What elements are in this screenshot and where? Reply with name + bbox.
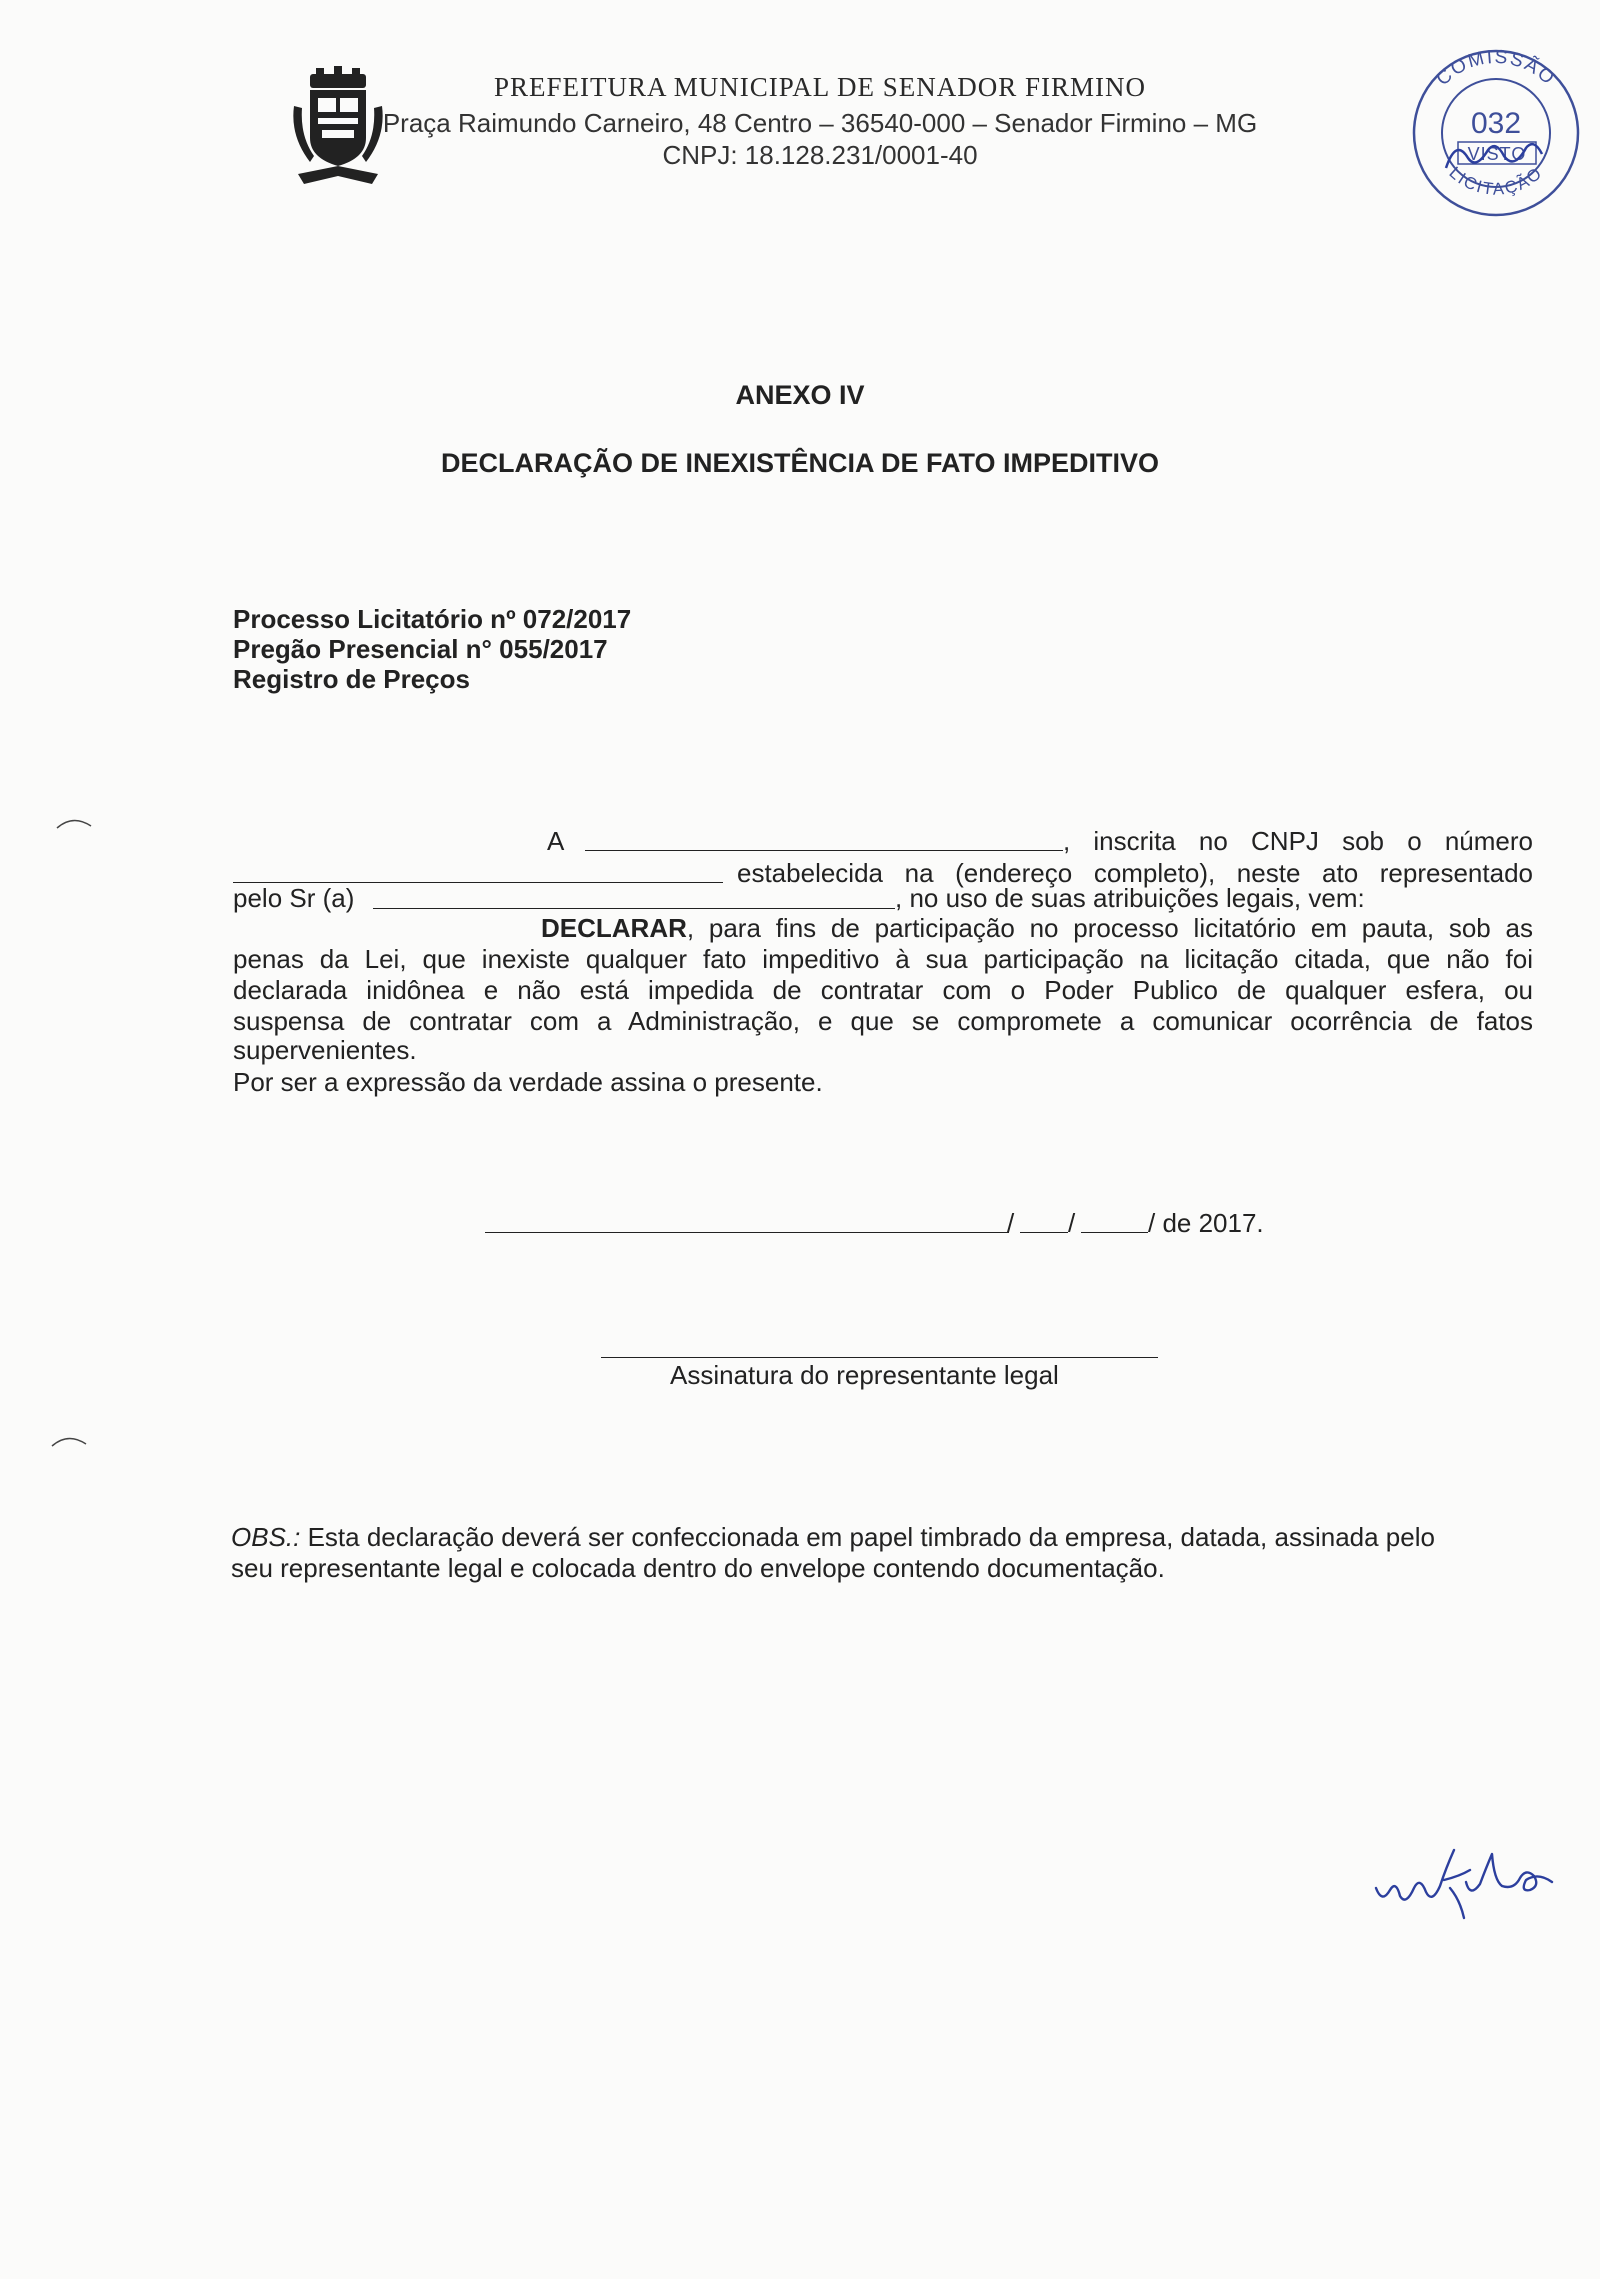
svg-text:COMISSÃO bbox=[1433, 47, 1560, 90]
stamp-seal-icon bbox=[1396, 38, 1596, 228]
annex-heading: ANEXO IV bbox=[735, 380, 865, 410]
margin-mark-icon bbox=[50, 1430, 90, 1450]
representative-blank bbox=[373, 908, 895, 909]
declaration-line-4: suspensa de contratar com a Administração, e que se compromete a comunicar ocorrência de fatos bbox=[233, 1006, 1533, 1036]
handwritten-initials-icon bbox=[1370, 1840, 1560, 1930]
municipality-address: Praça Raimundo Carneiro, 48 Centro – 36540-000 – Senador Firmino – MG bbox=[382, 108, 1258, 138]
inscrita-text: , inscrita no CNPJ sob o número bbox=[1063, 826, 1533, 856]
declaration-line-2: penas da Lei, que inexiste qualquer fato impeditivo à sua participação na licitação citada, que não foi bbox=[233, 944, 1533, 974]
obs-text-2: seu representante legal e colocada dentro do envelope contendo documentação. bbox=[231, 1553, 1165, 1583]
declaration-line-1: DECLARAR, para fins de participação no processo licitatório em pauta, sob as bbox=[541, 913, 1533, 943]
declaration-line-3: declarada inidônea e não está impedida de contratar com o Poder Publico de qualquer esfera, ou bbox=[233, 975, 1533, 1005]
margin-mark-icon bbox=[55, 812, 95, 832]
signature-label: Assinatura do representante legal bbox=[670, 1360, 1059, 1390]
date-sep-1: / bbox=[1007, 1208, 1015, 1238]
date-sep-2: / bbox=[1068, 1208, 1076, 1238]
municipality-cnpj: CNPJ: 18.128.231/0001-40 bbox=[662, 140, 978, 170]
stamp-text-top: COMISSÃO bbox=[1432, 46, 1560, 91]
municipality-name: PREFEITURA MUNICIPAL DE SENADOR FIRMINO bbox=[493, 72, 1147, 102]
declarar-keyword: DECLARAR bbox=[541, 913, 687, 943]
declaration-paragraph bbox=[233, 913, 1533, 1098]
document-title: DECLARAÇÃO DE INEXISTÊNCIA DE FATO IMPEDITIVO bbox=[440, 448, 1160, 478]
estabelecida-text: estabelecida na (endereço completo), neste ato representado bbox=[737, 858, 1533, 888]
company-name-blank bbox=[585, 850, 1063, 851]
pelo-label: pelo Sr (a) bbox=[233, 883, 355, 913]
place-blank bbox=[485, 1232, 1009, 1233]
stamp-visto: VISTO bbox=[1467, 144, 1527, 164]
auction-number: Pregão Presencial n° 055/2017 bbox=[233, 634, 608, 664]
commission-stamp bbox=[1396, 38, 1596, 228]
obs-text: Esta declaração deverá ser confeccionada em papel timbrado da empresa, datada, assinada pelo bbox=[300, 1522, 1435, 1552]
obs-label: OBS.: bbox=[231, 1522, 301, 1552]
price-registry: Registro de Preços bbox=[233, 664, 470, 694]
a-label: A bbox=[547, 826, 565, 856]
date-year: / de 2017. bbox=[1148, 1208, 1264, 1238]
svg-text:LICITAÇÃO bbox=[1445, 163, 1546, 199]
day-blank bbox=[1020, 1232, 1068, 1233]
declaration-line-5: supervenientes. bbox=[233, 1035, 417, 1065]
no-uso-text: , no uso de suas atribuições legais, vem: bbox=[895, 883, 1365, 913]
month-blank bbox=[1081, 1232, 1148, 1233]
closing-sentence: Por ser a expressão da verdade assina o presente. bbox=[233, 1067, 823, 1097]
stamp-number: 032 bbox=[1470, 107, 1522, 140]
obs-note bbox=[231, 1522, 1531, 1584]
signature-blank bbox=[601, 1357, 1158, 1358]
stamp-text-bottom: LICITAÇÃO bbox=[1445, 162, 1547, 199]
process-number: Processo Licitatório nº 072/2017 bbox=[233, 604, 632, 634]
